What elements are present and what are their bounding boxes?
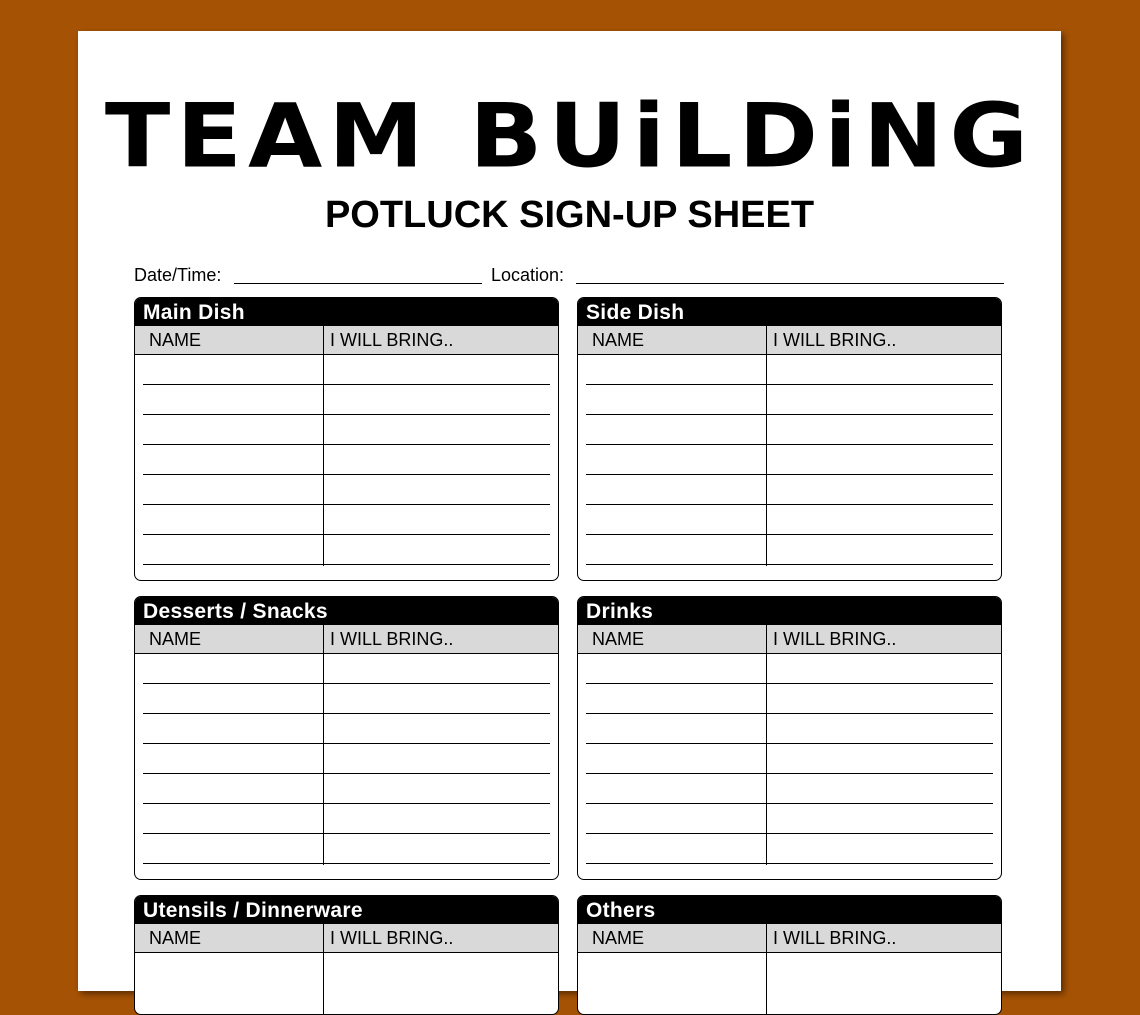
section-utensils-dinnerware — [134, 895, 559, 1015]
entry-line[interactable] — [143, 564, 550, 565]
page-title: TEAM BUiLDiNG — [104, 84, 1035, 188]
entry-rows[interactable] — [578, 355, 1001, 580]
section-title: Main Dish — [135, 298, 558, 326]
bring-column-label: I WILL BRING.. — [773, 629, 897, 649]
date-time-line[interactable] — [234, 283, 482, 284]
entry-line[interactable] — [143, 414, 550, 415]
name-column-label: NAME — [592, 928, 645, 948]
entry-line[interactable] — [586, 534, 993, 535]
column-divider — [766, 953, 767, 1015]
entry-line[interactable] — [586, 504, 993, 505]
section-title: Drinks — [578, 597, 1001, 625]
bring-column-label: I WILL BRING.. — [773, 330, 897, 350]
date-time-label: Date/Time: — [134, 265, 222, 285]
column-divider — [766, 924, 767, 952]
entry-line[interactable] — [143, 534, 550, 535]
entry-line[interactable] — [586, 564, 993, 565]
entry-line[interactable] — [143, 384, 550, 385]
entry-rows[interactable] — [135, 953, 558, 1015]
entry-line[interactable] — [143, 803, 550, 804]
bring-column-label: I WILL BRING.. — [773, 928, 897, 948]
name-column-label: NAME — [592, 330, 645, 350]
column-divider — [323, 953, 324, 1015]
bring-column-label: I WILL BRING.. — [330, 330, 454, 350]
entry-line[interactable] — [143, 713, 550, 714]
page-subtitle: POTLUCK SIGN-UP SHEET — [324, 194, 815, 236]
column-header — [578, 625, 1001, 654]
bring-column-label: I WILL BRING.. — [330, 629, 454, 649]
column-divider — [323, 924, 324, 952]
entry-rows[interactable] — [578, 953, 1001, 1015]
entry-line[interactable] — [586, 773, 993, 774]
column-divider — [323, 625, 324, 653]
bring-column-label: I WILL BRING.. — [330, 928, 454, 948]
location-label: Location: — [491, 265, 565, 285]
name-column-label: NAME — [592, 629, 645, 649]
section-side-dish — [577, 297, 1002, 581]
entry-line[interactable] — [143, 773, 550, 774]
column-header — [135, 326, 558, 355]
section-title: Desserts / Snacks — [135, 597, 558, 625]
column-header — [578, 326, 1001, 355]
entry-line[interactable] — [143, 743, 550, 744]
entry-line[interactable] — [586, 743, 993, 744]
name-column-label: NAME — [149, 330, 202, 350]
entry-line[interactable] — [586, 803, 993, 804]
column-divider — [323, 326, 324, 354]
entry-line[interactable] — [586, 474, 993, 475]
entry-line[interactable] — [586, 683, 993, 684]
entry-line[interactable] — [586, 863, 993, 864]
section-title: Side Dish — [578, 298, 1001, 326]
column-divider — [766, 625, 767, 653]
entry-line[interactable] — [586, 414, 993, 415]
name-column-label: NAME — [149, 928, 202, 948]
section-others — [577, 895, 1002, 1015]
column-header — [578, 924, 1001, 953]
location-line[interactable] — [576, 283, 1004, 284]
entry-line[interactable] — [586, 713, 993, 714]
entry-line[interactable] — [143, 833, 550, 834]
entry-rows[interactable] — [135, 355, 558, 580]
section-drinks — [577, 596, 1002, 880]
event-fields — [134, 263, 1004, 289]
column-header — [135, 924, 558, 953]
entry-line[interactable] — [143, 504, 550, 505]
entry-line[interactable] — [143, 683, 550, 684]
section-title: Others — [578, 896, 1001, 924]
entry-rows[interactable] — [135, 654, 558, 879]
entry-line[interactable] — [143, 444, 550, 445]
section-main-dish — [134, 297, 559, 581]
entry-line[interactable] — [586, 444, 993, 445]
column-header — [135, 625, 558, 654]
section-desserts-snacks — [134, 596, 559, 880]
entry-line[interactable] — [143, 474, 550, 475]
name-column-label: NAME — [149, 629, 202, 649]
column-divider — [766, 326, 767, 354]
entry-line[interactable] — [586, 384, 993, 385]
entry-line[interactable] — [143, 863, 550, 864]
section-title: Utensils / Dinnerware — [135, 896, 558, 924]
entry-rows[interactable] — [578, 654, 1001, 879]
sign-up-sheet — [78, 31, 1061, 991]
entry-line[interactable] — [586, 833, 993, 834]
